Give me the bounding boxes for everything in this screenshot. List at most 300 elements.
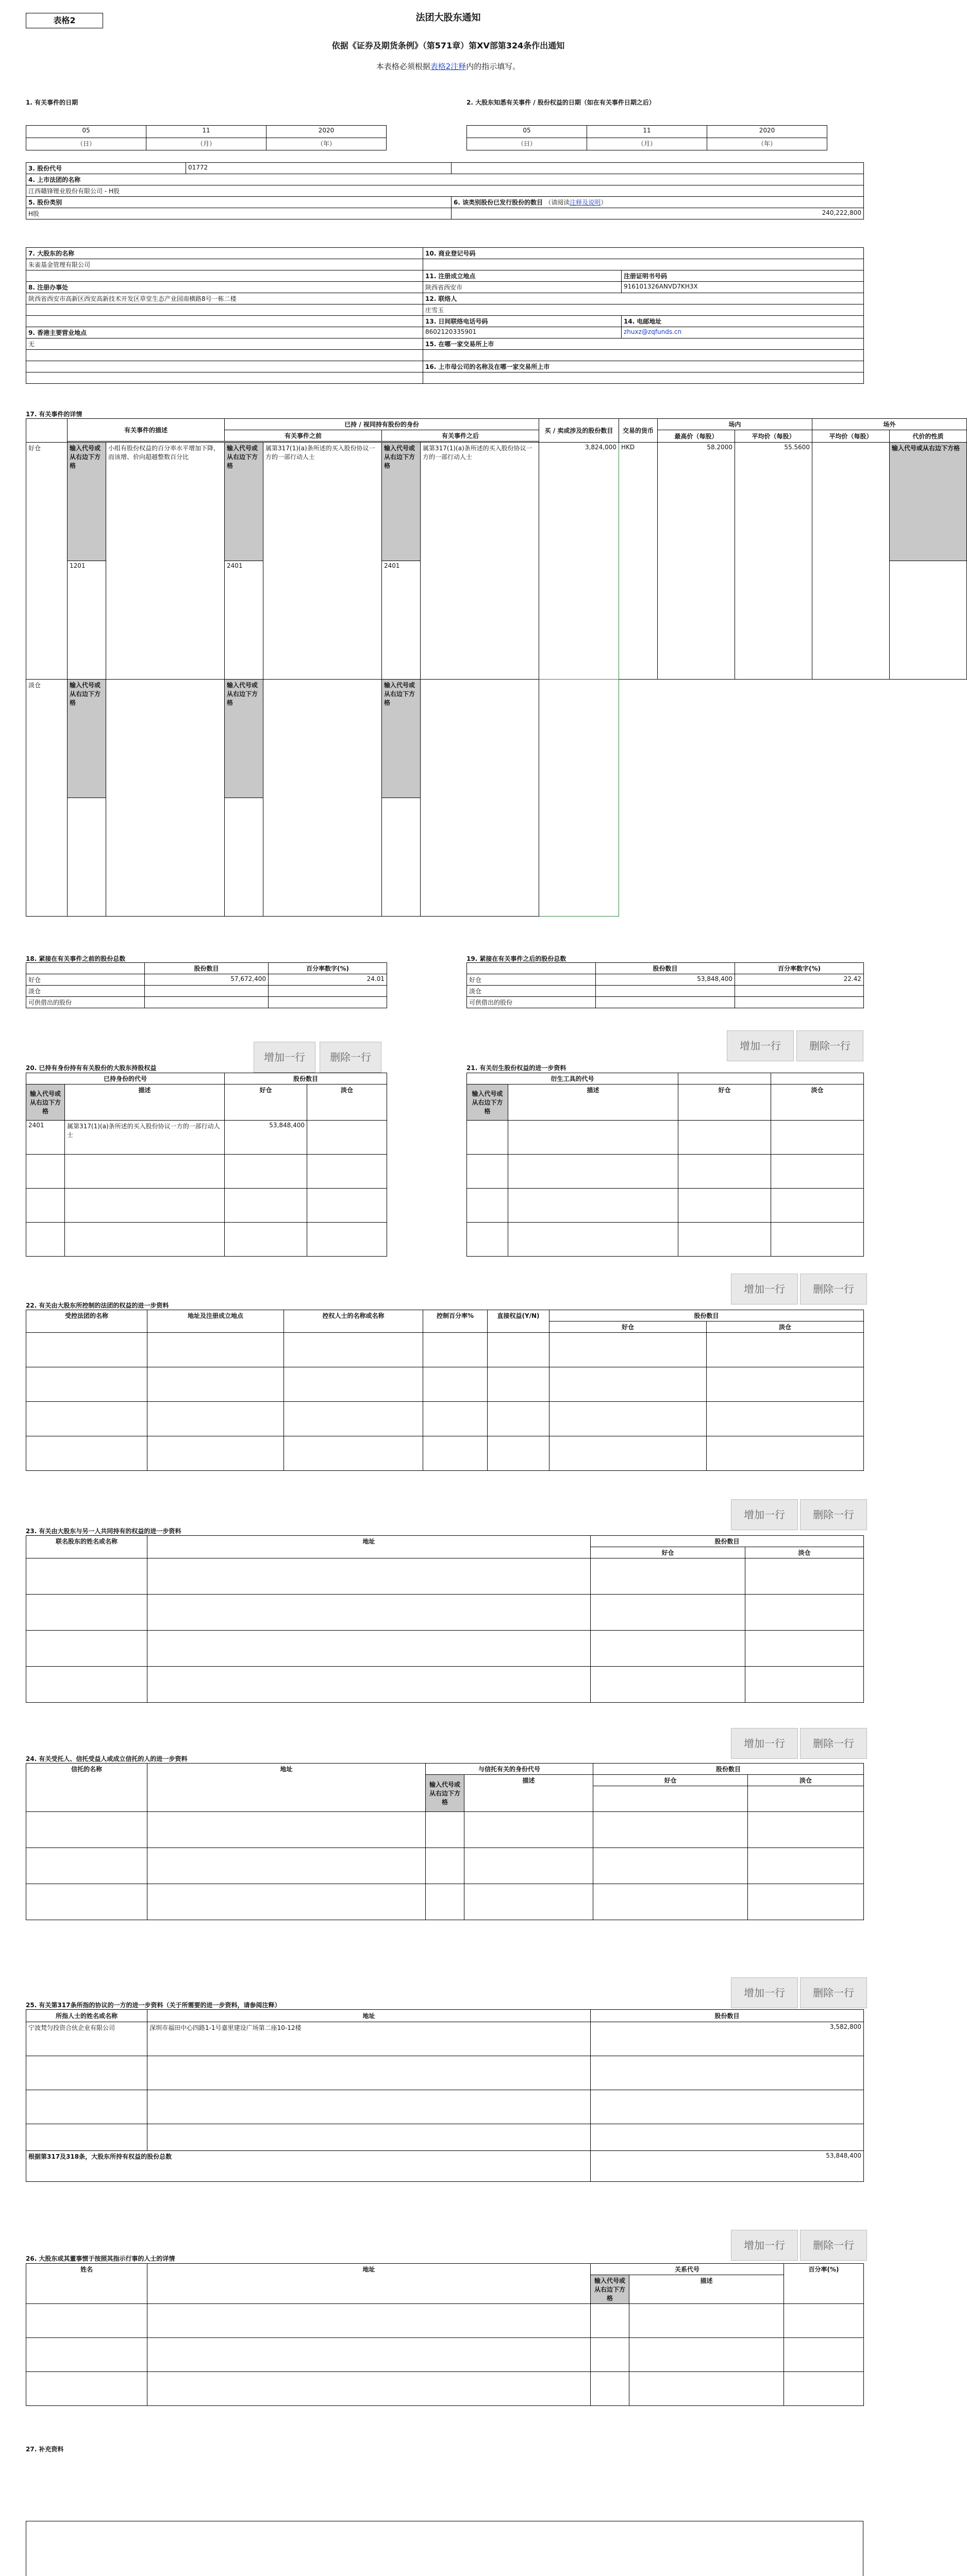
s21-cell[interactable]: [771, 1155, 864, 1189]
table-row: [26, 1848, 864, 1884]
s9-blank2: [26, 361, 423, 372]
s3-blank: [452, 163, 864, 174]
s24-cell[interactable]: [426, 1884, 464, 1920]
s25-cell[interactable]: [147, 2056, 591, 2090]
s26-cell[interactable]: [147, 2338, 591, 2372]
s23-cell[interactable]: [591, 1631, 745, 1667]
s17-after-code-hint: 输入代号或从右边下方格: [382, 443, 421, 561]
s25-add-row-button[interactable]: 增加一行: [731, 1977, 798, 2008]
s17-h-offex: 场外: [812, 419, 967, 430]
s1-day-unit: （日）: [26, 138, 146, 150]
s22-cell[interactable]: [549, 1436, 707, 1471]
s24-h-desc: 描述: [464, 1775, 593, 1812]
s21-cell: [508, 1189, 678, 1223]
s21-cell: [508, 1223, 678, 1257]
s24-h-code: 输入代号或从右边下方格: [426, 1775, 464, 1812]
s6-label: [452, 197, 864, 208]
s1-label: 1. 有关事件的日期: [26, 99, 78, 106]
s18-h-blank: [26, 963, 145, 974]
s21-cell[interactable]: [678, 1121, 771, 1155]
s25-party-address[interactable]: 深圳市福田中心四路1-1号嘉里建设广场第二座10-12楼: [147, 2022, 591, 2056]
s22-cell[interactable]: [284, 1402, 423, 1436]
exchange[interactable]: [423, 350, 864, 361]
s23-h-short: 淡仓: [745, 1547, 864, 1558]
table-row: [26, 1595, 864, 1631]
s19-row: 好仓: [467, 974, 596, 986]
notes-link[interactable]: 表格2注释: [430, 62, 466, 71]
s25-h1: 所指人士的姓名或名称: [26, 2010, 147, 2022]
table-row: [26, 1223, 387, 1257]
s26-delete-row-button[interactable]: 删除一行: [800, 2230, 867, 2261]
s23-cell[interactable]: [147, 1558, 591, 1595]
table-row: [26, 1558, 864, 1595]
s20-h-num: 股份数目: [225, 1073, 387, 1084]
s20-h-code: 输入代号或从右边下方格: [26, 1084, 65, 1121]
s22-cell[interactable]: [147, 1436, 284, 1471]
s21-cell[interactable]: [467, 1155, 508, 1189]
s22-cell[interactable]: [549, 1367, 707, 1402]
s21-cell[interactable]: [678, 1155, 771, 1189]
s20-delete-row-button[interactable]: 删除一行: [320, 1042, 381, 1073]
s21-cell[interactable]: [678, 1189, 771, 1223]
s18-h-num: 股份数目: [145, 963, 269, 974]
s23-cell[interactable]: [147, 1631, 591, 1667]
s6-note-link[interactable]: 注释及说明: [570, 199, 601, 206]
table-row: [26, 1631, 864, 1667]
s21-cell[interactable]: [467, 1189, 508, 1223]
s24-cell[interactable]: [26, 1884, 147, 1920]
s26-h-desc: 描述: [629, 2275, 784, 2304]
table-row: [26, 1121, 387, 1155]
s20-cell[interactable]: [307, 1155, 387, 1189]
s18-short-num[interactable]: [145, 986, 269, 997]
s22-cell[interactable]: [284, 1436, 423, 1471]
s22-cell[interactable]: [488, 1333, 549, 1367]
s18-short-pct[interactable]: [269, 986, 387, 997]
s21-h-blank2: [771, 1073, 864, 1084]
s17-short-label: 淡仓: [26, 680, 68, 917]
s20-code[interactable]: 2401: [26, 1121, 65, 1155]
s26-cell[interactable]: [784, 2338, 864, 2372]
s25-delete-row-button[interactable]: 删除一行: [800, 1977, 867, 2008]
s23-cell[interactable]: [745, 1558, 864, 1595]
s20-cell[interactable]: [26, 1155, 65, 1189]
s22-h5: 直接权益(Y/N): [488, 1310, 549, 1333]
s22-cell[interactable]: [423, 1402, 488, 1436]
s22-cell[interactable]: [707, 1367, 864, 1402]
s22-table: [26, 1310, 864, 1471]
s18-long-pct[interactable]: 24.01: [269, 974, 387, 986]
s6-label-text: 6. 该类别股份已发行股份的数目: [454, 199, 543, 206]
supplementary-info[interactable]: [26, 2521, 863, 2576]
s18-label: 18. 紧接在有关事件之前的股份总数: [26, 955, 126, 962]
s17-short-after-desc: [421, 680, 539, 917]
s26-cell[interactable]: [784, 2304, 864, 2338]
page-instruction: [0, 61, 896, 72]
contact-person[interactable]: 庄雪玉: [423, 304, 864, 316]
s17-short-before-code[interactable]: [225, 798, 263, 917]
s24-cell[interactable]: [593, 1848, 748, 1884]
table-row: [26, 1189, 387, 1223]
s20-h-long: 好仓: [225, 1084, 307, 1121]
s22-add-row-button[interactable]: 增加一行: [731, 1274, 798, 1304]
s17-h-highest: 最高价（每股）: [658, 430, 735, 443]
email[interactable]: zhuxz@zqfunds.cn: [622, 327, 864, 338]
s17-short-num[interactable]: [539, 680, 619, 917]
s22-h3: 控权人士的名称或名称: [284, 1310, 423, 1333]
s26-h1: 姓名: [26, 2264, 147, 2304]
hk-place-of-business[interactable]: 无: [26, 338, 423, 350]
s25-total-label: 根据第317及318条，大股东所持有权益的股份总数: [26, 2151, 591, 2182]
s17-before-code-hint: 输入代号或从右边下方格: [225, 443, 263, 561]
registered-office[interactable]: 陕西省西安市高新区西安高新技术开发区草堂生态产业园南横路8号一栋二楼: [26, 293, 423, 304]
s22-h1: 受控法团的名称: [26, 1310, 147, 1333]
s22-cell[interactable]: [147, 1367, 284, 1402]
s1-month-unit: （月）: [146, 138, 266, 150]
s22-cell[interactable]: [26, 1333, 147, 1367]
s22-h4: 控制百分率%: [423, 1310, 488, 1333]
s2-month[interactable]: 11: [587, 126, 707, 138]
s25-cell[interactable]: [26, 2124, 147, 2151]
s17-short-before-desc: [263, 680, 382, 917]
s17-num-shares[interactable]: 3,824,000: [539, 443, 619, 680]
s25-cell[interactable]: [591, 2090, 864, 2124]
s26-h-code: 输入代号或从右边下方格: [591, 2275, 629, 2304]
s20-cell[interactable]: [225, 1155, 307, 1189]
s23-cell[interactable]: [745, 1667, 864, 1703]
s22-cell[interactable]: [147, 1333, 284, 1367]
s18-lend-pct[interactable]: [269, 997, 387, 1008]
s23-add-row-button[interactable]: 增加一行: [731, 1499, 798, 1530]
table-row: [26, 1667, 864, 1703]
s21-delete-row-button[interactable]: 删除一行: [796, 1030, 863, 1061]
s26-cell[interactable]: [147, 2372, 591, 2406]
s17-currency[interactable]: HKD: [619, 443, 658, 680]
s25-party-name[interactable]: 宁波梵匀投资合伙企业有限公司: [26, 2022, 147, 2056]
s24-cell[interactable]: [748, 1848, 864, 1884]
s19-row: 淡仓: [467, 986, 596, 997]
s19-h-num: 股份数目: [596, 963, 735, 974]
table-row: [26, 1812, 864, 1848]
s21-cell: [508, 1121, 678, 1155]
s2-year[interactable]: 2020: [707, 126, 827, 138]
s17-h-average: 平均价（每股）: [735, 430, 812, 443]
s21-h-short: 淡仓: [771, 1084, 864, 1121]
s17-highest[interactable]: 58.2000: [658, 443, 735, 680]
s22-cell[interactable]: [549, 1333, 707, 1367]
s21-cell: [508, 1155, 678, 1189]
s20-h-short: 淡仓: [307, 1084, 387, 1121]
s20-table: [26, 1073, 387, 1257]
s22-cell[interactable]: [488, 1402, 549, 1436]
event-table: [26, 418, 967, 917]
s2-month-unit: （月）: [587, 138, 707, 150]
s23-cell[interactable]: [26, 1595, 147, 1631]
s17-short-event-code[interactable]: [68, 798, 106, 917]
s26-cell[interactable]: [591, 2338, 629, 2372]
stock-code[interactable]: 01772: [186, 163, 452, 174]
s20-add-row-button[interactable]: 增加一行: [254, 1042, 315, 1073]
s1-day[interactable]: 05: [26, 126, 146, 138]
s18-lend-num[interactable]: [145, 997, 269, 1008]
table-row: [26, 2090, 864, 2124]
s17-avg-off[interactable]: [812, 443, 890, 680]
s20-cell[interactable]: [26, 1189, 65, 1223]
s23-delete-row-button[interactable]: 删除一行: [800, 1499, 867, 1530]
s17-short-after-code[interactable]: [382, 798, 421, 917]
s24-h-pad2: [748, 1786, 864, 1812]
br-number[interactable]: [423, 259, 864, 270]
s1-month[interactable]: 11: [146, 126, 266, 138]
s10-label: 10. 商业登记号码: [423, 248, 864, 259]
s25-cell[interactable]: [591, 2124, 864, 2151]
s18-long-num[interactable]: 57,672,400: [145, 974, 269, 986]
s19-long-pct[interactable]: 22.42: [735, 974, 864, 986]
s19-lend-pct[interactable]: [735, 997, 864, 1008]
s21-h-code: 输入代号或从右边下方格: [467, 1084, 508, 1121]
s23-cell[interactable]: [147, 1595, 591, 1631]
s8-blank: [26, 304, 423, 316]
s25-party-shares[interactable]: 3,582,800: [591, 2022, 864, 2056]
s17-h-event: 有关事件的描述: [68, 419, 225, 442]
s21-cell[interactable]: [467, 1223, 508, 1257]
s20-short[interactable]: [307, 1121, 387, 1155]
s26-cell[interactable]: [784, 2372, 864, 2406]
s26-h3: 关系代号: [591, 2264, 784, 2275]
s21-add-row-button[interactable]: 增加一行: [727, 1030, 794, 1061]
s21-h-blank1: [678, 1073, 771, 1084]
s20-cell[interactable]: [307, 1189, 387, 1223]
s2-day-unit: （日）: [467, 138, 587, 150]
s23-cell[interactable]: [591, 1667, 745, 1703]
s24-cell[interactable]: [147, 1848, 426, 1884]
s24-delete-row-button[interactable]: 删除一行: [800, 1728, 867, 1759]
s20-desc: 属第317(1)(a)条所述的买入股份协议一方的一部行动人士: [65, 1121, 225, 1155]
s22-cell[interactable]: [488, 1436, 549, 1471]
s19-label: 19. 紧接在有关事件之后的股份总数: [466, 955, 566, 962]
s21-cell[interactable]: [771, 1121, 864, 1155]
parent-company[interactable]: [423, 372, 864, 384]
s24-cell[interactable]: [147, 1812, 426, 1848]
issuer-block: [26, 162, 864, 219]
s23-cell[interactable]: [26, 1667, 147, 1703]
s18-row: 好仓: [26, 974, 145, 986]
s19-short-pct[interactable]: [735, 986, 864, 997]
s21-cell[interactable]: [467, 1121, 508, 1155]
s2-year-unit: （年）: [707, 138, 827, 150]
s17-event-code-hint: 输入代号或从右边下方格: [68, 443, 106, 561]
s22-cell[interactable]: [488, 1367, 549, 1402]
issuer-name[interactable]: 江西赣锋锂业股份有限公司 - H股: [26, 185, 864, 197]
s26-cell: [629, 2338, 784, 2372]
s9-label: 9. 香港主要营业地点: [26, 327, 423, 338]
s8-blank2: [26, 316, 423, 327]
s25-total-value[interactable]: 53,848,400: [591, 2151, 864, 2182]
cert-number[interactable]: 916101326ANVD7KH3X: [622, 282, 864, 293]
s23-h3: 股份数目: [591, 1536, 864, 1547]
form-tag: 表格2: [26, 13, 103, 28]
s17-average[interactable]: 55.5600: [735, 443, 812, 680]
instruction-prefix: 本表格必须根据: [376, 62, 430, 71]
s25-label: 25. 有关第317条所指的协议的一方的进一步资料（关于所需要的进一步资料，请参阅注释）: [26, 2002, 281, 2009]
s13-label: 13. 日间联络电话号码: [423, 316, 622, 327]
s22-cell[interactable]: [549, 1402, 707, 1436]
s2-day[interactable]: 05: [467, 126, 587, 138]
page-title: 法团大股东通知: [415, 12, 481, 23]
s25-h3: 股份数目: [591, 2010, 864, 2022]
s20-long[interactable]: 53,848,400: [225, 1121, 307, 1155]
s21-cell[interactable]: [678, 1223, 771, 1257]
s24-cell[interactable]: [426, 1848, 464, 1884]
s22-h6: 股份数目: [549, 1310, 864, 1321]
s25-cell[interactable]: [591, 2056, 864, 2090]
table-row: [26, 1333, 864, 1367]
s21-label: 21. 有关衍生股份权益的进一步资料: [466, 1064, 566, 1072]
s17-h-avg-off: 平均价（每股）: [812, 430, 890, 443]
issued-shares[interactable]: 240,222,800: [452, 208, 864, 219]
s22-cell[interactable]: [423, 1367, 488, 1402]
s17-short-after-hint: 输入代号或从右边下方格: [382, 680, 421, 798]
s23-cell[interactable]: [591, 1595, 745, 1631]
s9-blank3: [26, 372, 423, 384]
s8-label: 8. 注册办事处: [26, 282, 423, 293]
s19-table: [466, 962, 864, 1008]
s22-cell[interactable]: [707, 1402, 864, 1436]
s26-add-row-button[interactable]: 增加一行: [731, 2230, 798, 2261]
s20-h-capacity: 已持身份的代号: [26, 1073, 225, 1084]
place-of-incorporation[interactable]: 陕西省西安市: [423, 282, 622, 293]
s22-cell[interactable]: [284, 1333, 423, 1367]
s26-cell[interactable]: [26, 2304, 147, 2338]
s23-table: [26, 1535, 864, 1703]
s23-cell[interactable]: [591, 1558, 745, 1595]
s18-row: 可供借出的股份: [26, 997, 145, 1008]
s24-cell[interactable]: [147, 1884, 426, 1920]
s20-cell: [65, 1155, 225, 1189]
s24-cell: [464, 1884, 593, 1920]
table-row: [467, 1121, 864, 1155]
s17-event-desc: 小组有股份权益的百分率水平增加下降，而该增、价向超越整数百分比: [106, 443, 225, 680]
s19-h-pct: 百分率数字(%): [735, 963, 864, 974]
s24-h4: 股份数目: [593, 1764, 864, 1775]
s17-label: 17. 有关事件的详情: [26, 411, 82, 418]
s25-cell[interactable]: [147, 2124, 591, 2151]
s22-delete-row-button[interactable]: 删除一行: [800, 1274, 867, 1304]
s20-cell[interactable]: [225, 1189, 307, 1223]
s23-cell[interactable]: [147, 1667, 591, 1703]
s24-cell[interactable]: [426, 1812, 464, 1848]
s17-consid-code-hint: 输入代号或从右边下方格: [890, 443, 967, 561]
s19-short-num[interactable]: [596, 986, 735, 997]
s24-cell[interactable]: [26, 1812, 147, 1848]
s24-h-pad1: [593, 1786, 748, 1812]
s23-cell[interactable]: [745, 1595, 864, 1631]
s24-cell[interactable]: [593, 1812, 748, 1848]
s21-h-long: 好仓: [678, 1084, 771, 1121]
s25-cell[interactable]: [26, 2090, 147, 2124]
s25-cell[interactable]: [147, 2090, 591, 2124]
s22-cell[interactable]: [26, 1367, 147, 1402]
s1-year[interactable]: 2020: [266, 126, 387, 138]
s18-h-pct: 百分率数字(%): [269, 963, 387, 974]
s23-cell[interactable]: [745, 1631, 864, 1667]
s22-cell[interactable]: [26, 1436, 147, 1471]
s17-short-event-desc: [106, 680, 225, 917]
s26-cell[interactable]: [26, 2338, 147, 2372]
s24-cell[interactable]: [748, 1884, 864, 1920]
table-row: [467, 1189, 864, 1223]
s22-cell[interactable]: [423, 1436, 488, 1471]
s16-label: 16. 上市母公司的名称及在哪一家交易所上市: [423, 361, 864, 372]
s21-cell[interactable]: [771, 1223, 864, 1257]
s24-cell[interactable]: [748, 1812, 864, 1848]
s20-cell[interactable]: [307, 1223, 387, 1257]
table-row: [26, 1155, 387, 1189]
s23-cell[interactable]: [26, 1558, 147, 1595]
s25-cell[interactable]: [26, 2056, 147, 2090]
s22-cell[interactable]: [423, 1333, 488, 1367]
s22-cell[interactable]: [284, 1367, 423, 1402]
s22-h-short: 淡仓: [707, 1321, 864, 1333]
s24-h2: 地址: [147, 1764, 426, 1812]
s26-cell[interactable]: [591, 2372, 629, 2406]
s22-cell[interactable]: [707, 1436, 864, 1471]
table-row: [26, 1884, 864, 1920]
s18-table: [26, 962, 387, 1008]
s23-cell[interactable]: [26, 1631, 147, 1667]
s24-add-row-button[interactable]: 增加一行: [731, 1728, 798, 1759]
s24-cell[interactable]: [593, 1884, 748, 1920]
s19-lend-num[interactable]: [596, 997, 735, 1008]
s22-cell[interactable]: [707, 1333, 864, 1367]
s17-short-event-hint: 输入代号或从右边下方格: [68, 680, 106, 798]
s24-cell: [464, 1812, 593, 1848]
s24-cell[interactable]: [26, 1848, 147, 1884]
s26-cell[interactable]: [591, 2304, 629, 2338]
s26-cell[interactable]: [26, 2372, 147, 2406]
s17-short-before-hint: 输入代号或从右边下方格: [225, 680, 263, 798]
holder-name[interactable]: 朱雀基金管理有限公司: [26, 259, 423, 270]
s7-label: 7. 大股东的名称: [26, 248, 423, 259]
s21-cell[interactable]: [771, 1189, 864, 1223]
s19-long-num[interactable]: 53,848,400: [596, 974, 735, 986]
s17-h-num: 买 / 卖或涉及的股份数目: [539, 419, 619, 443]
s17-event-code[interactable]: 1201: [68, 561, 106, 680]
s9-blank: [26, 350, 423, 361]
s17-h-currency: 交易的货币: [619, 419, 658, 443]
share-class[interactable]: H股: [26, 208, 452, 219]
s6-note-suffix: ）: [601, 199, 607, 206]
s17-before-code[interactable]: 2401: [225, 561, 263, 680]
s24-cell: [464, 1848, 593, 1884]
s22-cell[interactable]: [26, 1402, 147, 1436]
s17-after-desc: 属第317(1)(a)条所述的买入股份协议一方的一部行动人士: [421, 443, 539, 680]
s17-consid-code[interactable]: [890, 561, 967, 680]
s17-h-after: 有关事件之后: [382, 430, 539, 442]
s23-label: 23. 有关由大股东与另一人共同持有的权益的进一步资料: [26, 1528, 181, 1535]
s20-cell[interactable]: [225, 1223, 307, 1257]
s25-table: [26, 2009, 864, 2182]
phone[interactable]: 8602120335901: [423, 327, 622, 338]
s17-h-onex: 场内: [658, 419, 812, 430]
s17-after-code[interactable]: 2401: [382, 561, 421, 680]
s22-cell[interactable]: [147, 1402, 284, 1436]
s20-cell[interactable]: [26, 1223, 65, 1257]
s26-cell[interactable]: [147, 2304, 591, 2338]
s17-short-empty: [619, 680, 967, 917]
s12-label: 12. 联络人: [423, 293, 864, 304]
s1-year-unit: （年）: [266, 138, 387, 150]
